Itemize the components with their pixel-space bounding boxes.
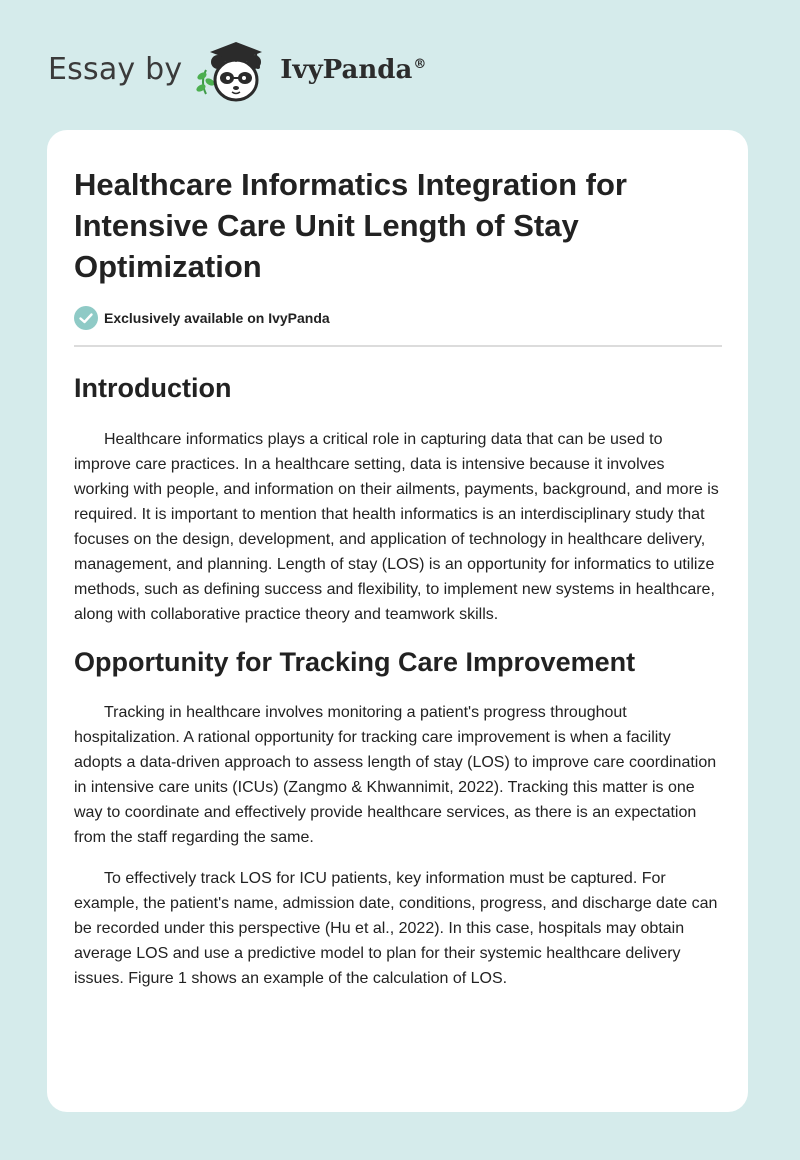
site-logo[interactable]	[48, 36, 426, 108]
brand-name: IvyPanda®	[280, 55, 427, 85]
paragraph: To effectively track LOS for ICU patients, key information must be captured. For example, the patient's name, admission date, conditions, progress, and discharge date can be recorded under this perspective (Hu et al., 2022). In this case, hospitals may obtain average LOS and use a predictive model to plan for their systemic healthcare delivery issues. Figure 1 shows an example of the calculation of LOS.	[74, 870, 718, 987]
divider	[74, 345, 722, 347]
brand-prefix: Essay by	[48, 51, 183, 87]
badge-text: Exclusively available on IvyPanda	[104, 310, 330, 326]
check-circle-icon	[74, 306, 98, 330]
exclusive-badge	[74, 305, 722, 331]
section-heading-introduction: Introduction	[74, 373, 232, 403]
paragraph: Tracking in healthcare involves monitoring a patient's progress throughout hospitalization. A rational opportunity for tracking care improvement is when a facility adopts a data-driven approach to assess length of stay (LOS) to improve care coordination in intensive care units (ICUs) (Zangmo & Khwannimit, 2022). Tracking this matter is one way to coordinate and effectively provide healthcare services, as there is an expectation from the staff regarding the same.	[74, 704, 717, 846]
essay-card	[47, 130, 748, 1112]
paragraph: Healthcare informatics plays a critical role in capturing data that can be used to improve care practices. In a healthcare setting, data is intensive because it involves working with people, and information on their ailments, payments, background, and more is required. It is important to mention that health informatics is an interdisciplinary study that focuses on the design, development, and application of technology in healthcare delivery, management, and planning. Length of stay (LOS) is an opportunity for informatics to utilize methods, such as defining success and flexibility, to implement new systems in healthcare, along with collaborative practice theory and teamwork skills.	[74, 431, 719, 623]
panda-graduate-icon	[192, 36, 276, 108]
registered-mark: ®	[413, 57, 427, 73]
page-title: Healthcare Informatics Integration for Intensive Care Unit Length of Stay Optimization	[74, 167, 627, 284]
section-heading-opportunity: Opportunity for Tracking Care Improvement	[74, 647, 636, 677]
